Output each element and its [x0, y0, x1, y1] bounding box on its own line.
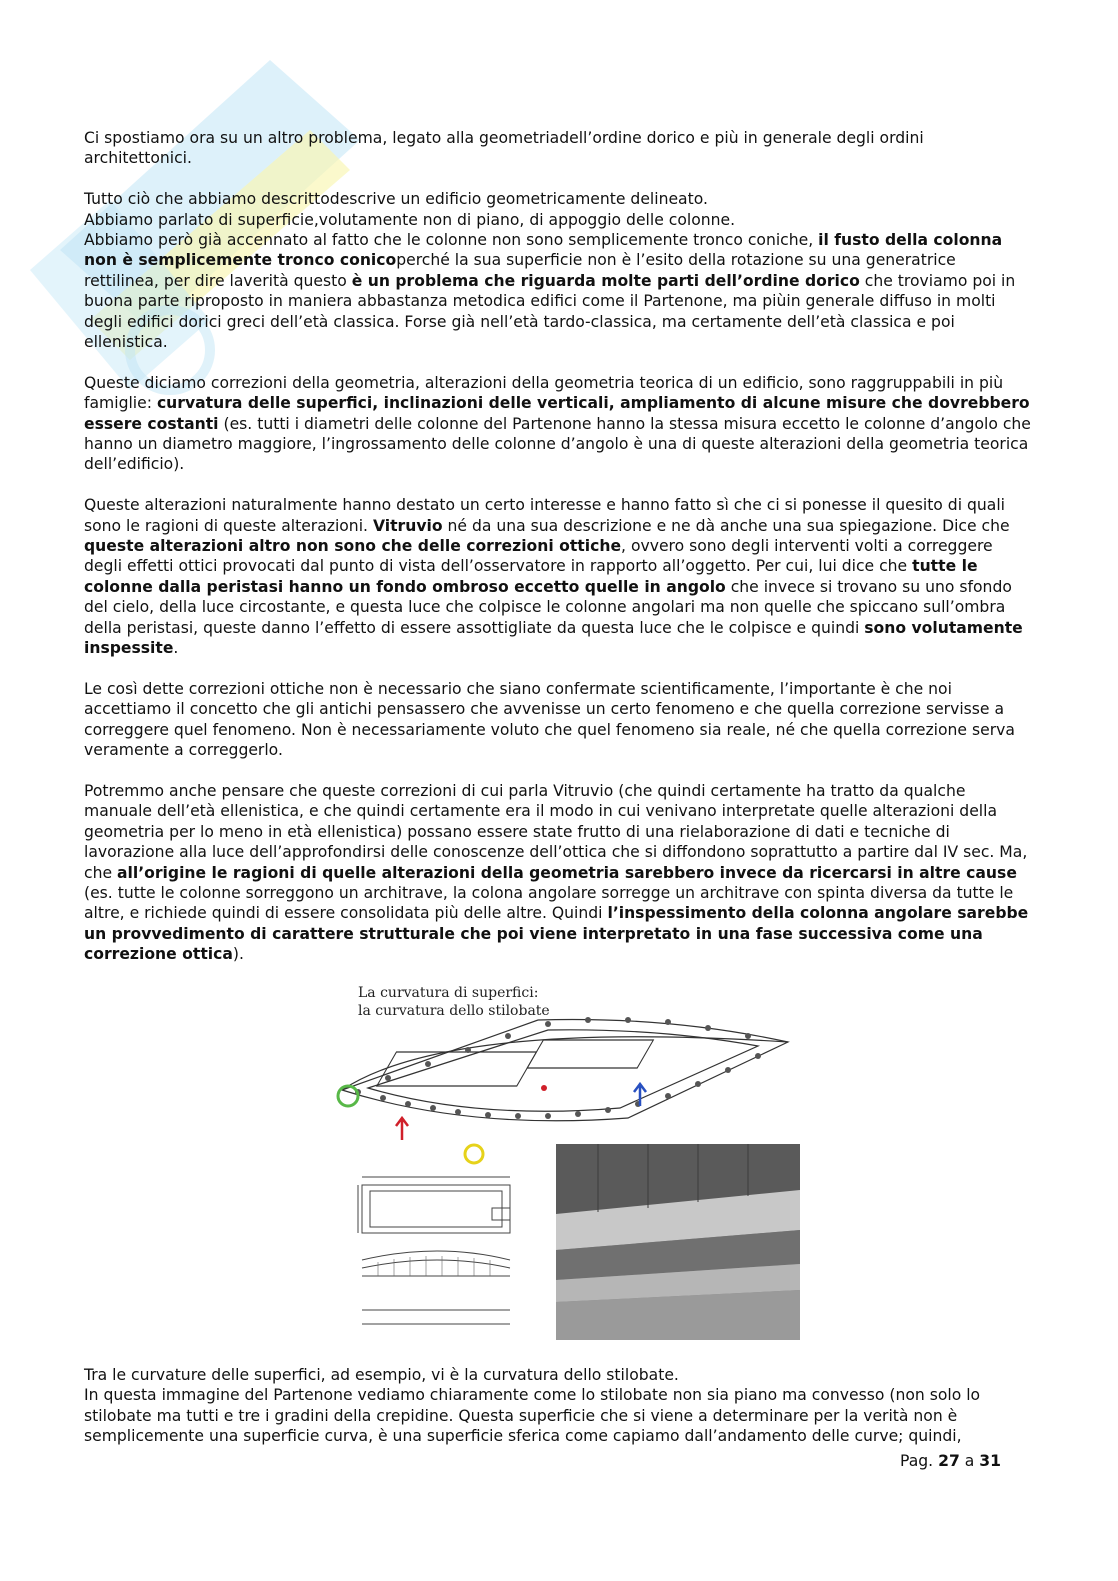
page-separator: a: [964, 1452, 975, 1470]
following-text: [84, 1365, 1034, 1447]
text-run: Potremmo anche pensare che queste correzioni di cui parla Vitruvio (che quindi certamente ha tratto da qualche manuale dell’età ellenistica, e che quindi certamente era il modo in cui venivano interpretate quelle alterazioni della geometria per lo meno in età ellenistica) possano essere state frutto di una rielaborazione di dati e tecniche di lavorazione alla luce dell’approfondirsi delle conoscenze dell’ottica che si diffondono soprattutto a partire dal IV sec. Ma, che: [84, 781, 1028, 882]
text-run: Tra le curvature delle superfici, ad esempio, vi è la curvatura dello stilobate.: [84, 1366, 679, 1384]
text-run: che troviamo poi in buona parte riproposto in maniera abbastanza metodica edifici come il Partenone, ma piùin generale diffuso in molti degli edifici dorici greci dell’età classica. Forse già nell’età tardo-classica, ma certamente dell’età classica e poi ellenistica.: [84, 271, 1016, 352]
body-paragraph: [84, 373, 1034, 475]
text-run: Le così dette correzioni ottiche non è necessario che siano confermate scientificamente, l’importante è che noi accettiamo il concetto che gli antichi pensassero che avvenisse un certo fenomeno e che quella correzione servisse a correggere quel fenomeno. Non è necessariamente voluto che quel fenomeno sia reale, né che quella correzione serva veramente a correggerlo.: [84, 679, 1015, 760]
text-run: (es. tutti i diametri delle colonne del Partenone hanno la stessa misura eccetto le colonne d’angolo che hanno un diametro maggiore, l’ingrossamento delle colonne d’angolo è una di queste alterazioni della geometria teorica dell’edificio).: [84, 414, 1031, 474]
text-run: perché la sua superficie non è l’esito della rotazione su una generatrice rettilinea, per dire laverità questo: [84, 251, 956, 290]
body-paragraph: [84, 679, 1034, 761]
parthenon-figure: [328, 980, 804, 1342]
page-number: [900, 1452, 1001, 1470]
bold-text: è un problema che riguarda molte parti dell’ordine dorico: [351, 271, 860, 290]
text-run: (es. tutte le colonne sorreggono un architrave, la colona angolare sorregge un architrave con spinta diversa da tutte le altre, e richiede quindi di essere consolidata più delle altre. Quindi: [84, 883, 1014, 923]
bold-text: queste alterazioni altro non sono che delle correzioni ottiche: [84, 537, 622, 556]
center-marker-red: [541, 1085, 547, 1091]
figure-caption-line-1: La curvatura di superfici:: [358, 985, 539, 1001]
arrow-red: [396, 1118, 408, 1140]
stylobate-photo: [556, 1144, 800, 1340]
figure-caption: [358, 984, 550, 1020]
bold-text: tutte le colonne dalla peristasi hanno un fondo ombroso eccetto quelle in angolo: [84, 557, 978, 596]
main-text: [84, 128, 1034, 985]
text-run: né da una sua descrizione e ne dà anche una sua spiegazione. Dice che: [442, 516, 1010, 535]
page-total: 31: [979, 1452, 1001, 1470]
text-run: Queste alterazioni naturalmente hanno destato un certo interesse e hanno fatto sì che ci si ponesse il quesito di quali sono le ragioni di queste alterazioni.: [84, 496, 1005, 535]
stylobate-diagram: [328, 980, 804, 1342]
column-marker-yellow: [465, 1145, 483, 1163]
body-paragraph: [84, 128, 1034, 169]
page-current: 27: [938, 1452, 960, 1470]
text-run: In questa immagine del Partenone vediamo chiaramente come lo stilobate non sia piano ma convesso (non solo lo stilobate ma tutti e tre i gradini della crepidine. Questa superficie che si viene a determinare per la verità non è semplicemente una superficie curva, è una superficie sferica come capiamo dall’andamento delle curve; quindi,: [84, 1386, 981, 1446]
bold-text: all’origine le ragioni di quelle alterazioni della geometria sarebbero invece da ricercarsi in altre cause: [117, 863, 1017, 882]
text-run: Abbiamo parlato di superficie,volutamente non di piano, di appoggio delle colonne.: [84, 210, 736, 229]
technical-drawing: [358, 1177, 510, 1324]
bold-text: Vitruvio: [372, 516, 443, 535]
body-paragraph: [84, 495, 1034, 658]
text-run: Abbiamo però già accennato al fatto che le colonne non sono semplicemente tronco coniche,: [84, 231, 819, 250]
text-run: Tutto ciò che abbiamo descrittodescrive un edificio geometricamente delineato.: [84, 190, 708, 209]
text-run: .: [173, 639, 179, 658]
body-paragraph: [84, 781, 1034, 965]
bold-text: sono volutamente inspessite: [84, 618, 1023, 658]
after-paragraph: [84, 1365, 1034, 1447]
text-run: che invece si trovano su uno sfondo del cielo, della luce circostante, e questa luce che colpisce le colonne angolari ma non quelle che spiccano sull’ombra della peristasi, queste danno l’effetto di essere assottigliate da questa luce che le colpisce e quindi: [84, 577, 1012, 637]
text-run: Ci spostiamo ora su un altro problema, legato alla geometriadell’ordine dorico e più in generale degli ordini architettonici.: [84, 129, 924, 168]
bold-text: il fusto della colonna non è semplicemente tronco conico: [84, 231, 1003, 270]
text-run: , ovvero sono degli interventi volti a correggere degli effetti ottici provocati dal punto di vista dell’osservatore in rapporto all’oggetto. Per cui, lui dice che: [84, 537, 993, 576]
text-run: Queste diciamo correzioni della geometria, alterazioni della geometria teorica di un edificio, sono raggruppabili in più famiglie:: [84, 373, 1004, 413]
corner-column-marker-green: [338, 1086, 358, 1106]
bold-text: curvatura delle superfici, inclinazioni delle verticali, ampliamento di alcune misure che dovrebbero essere costanti: [84, 394, 1030, 433]
text-run: ).: [232, 945, 244, 964]
body-paragraph: [84, 189, 1034, 352]
page-prefix: Pag.: [900, 1452, 934, 1470]
bold-text: l’inspessimento della colonna angolare sarebbe un provvedimento di carattere strutturale che poi viene interpretato in una fase successiva come una correzione ottica: [84, 904, 1029, 964]
figure-caption-line-2: la curvatura dello stilobate: [358, 1003, 550, 1019]
